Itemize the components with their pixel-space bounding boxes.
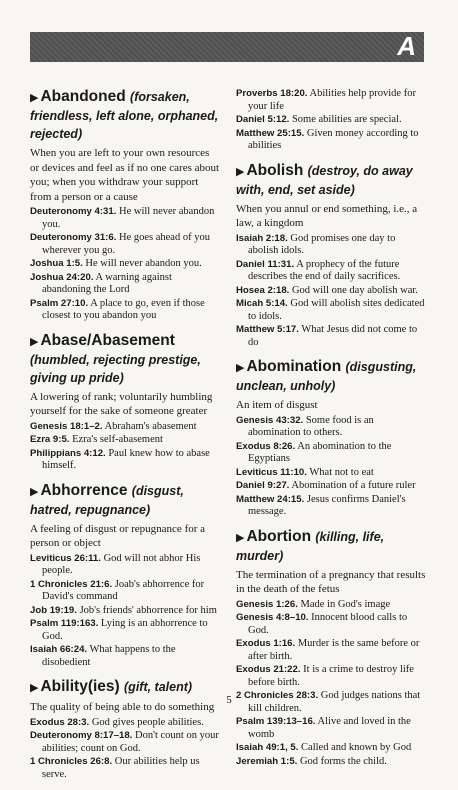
entry-synonyms: (gift, talent) [124, 680, 193, 694]
scripture-reference [236, 612, 426, 637]
reference-citation: Deuteronomy 8:17–18. [30, 730, 133, 741]
reference-citation: Philippians 4:12. [30, 447, 106, 459]
reference-text: Joab's abhorrence for David's command [42, 578, 205, 602]
entry-heading [236, 528, 426, 565]
reference-citation: Joshua 24:20. [30, 271, 94, 283]
entry-word: Abase/Abasement [40, 331, 175, 349]
reference-text: What not to eat [309, 466, 374, 478]
entry-word: Abhorrence [40, 481, 128, 499]
reference-text: He will never abandon you. [85, 258, 202, 269]
reference-citation: Isaiah 66:24. [30, 644, 88, 655]
scripture-reference [30, 434, 221, 447]
section-letter: A [397, 31, 416, 61]
entry-heading [30, 332, 221, 387]
triangle-bullet-icon: ▶ [30, 335, 39, 348]
entry-definition: When you annul or end something, i.e., a law, a kingdom [236, 202, 418, 229]
reference-citation: Micah 5:14. [236, 298, 288, 309]
scripture-reference [236, 233, 426, 258]
reference-citation: Daniel 5:12. [236, 114, 290, 125]
reference-citation: Leviticus 26:11. [30, 552, 101, 564]
scripture-reference [30, 730, 221, 755]
reference-text: An abomination to the Egyptians [248, 440, 392, 464]
reference-text: Abilities help provide for your life [248, 88, 416, 112]
reference-text: God promises one day to abolish idols. [248, 232, 396, 256]
reference-text: What happens to the disobedient [42, 644, 176, 668]
entry-synonyms: (disgusting, unclean, unholy) [236, 360, 417, 393]
entry-abase-abasement [30, 332, 221, 473]
reference-citation: Isaiah 2:18. [236, 232, 288, 244]
reference-text: God judges nations that kill children. [248, 690, 421, 714]
reference-text: God will abolish sites dedicated to idols. [248, 298, 425, 322]
entry-synonyms: (forsaken, friendless, left alone, orphaned, rejected) [30, 90, 219, 141]
reference-text: Paul knew how to abase himself. [42, 447, 210, 471]
reference-citation: Hosea 2:18. [236, 284, 290, 296]
reference-text: Called and known by God [301, 742, 412, 753]
scripture-reference [236, 88, 426, 113]
entry-definition: When you are left to your own resources or devices and feel as if no one cares about you; when you withdraw your support from a person or a cause [30, 147, 220, 203]
reference-citation: Deuteronomy 4:31. [30, 206, 117, 217]
scripture-reference [236, 114, 426, 127]
reference-text: God gives people abilities. [91, 716, 204, 728]
entry-heading [30, 88, 221, 143]
triangle-bullet-icon: ▶ [236, 165, 245, 178]
reference-text: Lying is an abhorrence to God. [42, 618, 208, 642]
reference-citation: Genesis 4:8–10. [236, 612, 309, 623]
reference-text: Alive and loved in the womb [248, 716, 411, 740]
reference-text: A place to go, even if those closest to you abandon you [42, 297, 205, 321]
reference-text: Abraham's abasement [104, 420, 197, 432]
scripture-reference [236, 128, 426, 153]
reference-citation: Jeremiah 1:5. [236, 755, 298, 767]
right-column [236, 88, 426, 777]
scripture-reference [30, 717, 221, 730]
entry-word: Abandoned [40, 88, 126, 105]
reference-text: Jesus confirms Daniel's message. [248, 493, 406, 517]
reference-citation: Leviticus 11:10. [236, 466, 307, 478]
reference-citation: Ezra 9:5. [30, 434, 70, 445]
entry-ability-continued [236, 88, 426, 153]
scripture-reference [30, 605, 221, 618]
triangle-bullet-icon: ▶ [30, 682, 39, 694]
entry-word: Abolish [246, 161, 304, 179]
scripture-reference [236, 467, 426, 480]
reference-citation: Matthew 5:17. [236, 324, 299, 335]
scripture-reference [236, 415, 426, 440]
reference-text: Job's friends' abhorrence for him [79, 604, 217, 616]
scripture-reference [30, 206, 221, 231]
left-column [30, 88, 221, 790]
reference-citation: 1 Chronicles 21:6. [30, 578, 113, 590]
reference-text: Don't count on your abilities; count on God. [42, 730, 219, 754]
triangle-bullet-icon: ▶ [236, 362, 245, 374]
scripture-reference [30, 298, 221, 323]
reference-text: Made in God's image [300, 598, 391, 610]
reference-citation: Daniel 9:27. [236, 480, 290, 491]
reference-citation: Psalm 139:13–16. [236, 716, 316, 727]
scripture-reference [236, 664, 426, 689]
entry-abortion [236, 528, 426, 769]
entry-abomination [236, 358, 426, 519]
entry-heading [236, 162, 426, 199]
reference-citation: Exodus 1:16. [236, 638, 296, 649]
scripture-reference [236, 742, 426, 755]
reference-citation: 1 Chronicles 26:8. [30, 756, 113, 767]
scripture-reference [30, 272, 221, 297]
scripture-reference [30, 553, 221, 578]
entry-synonyms: (humbled, rejecting prestige, giving up pride) [30, 352, 201, 385]
reference-text: Ezra's self-abasement [72, 434, 163, 445]
scripture-reference [236, 441, 426, 466]
reference-text: God forms the child. [299, 755, 387, 767]
scripture-reference [236, 494, 426, 519]
reference-citation: Psalm 119:163. [30, 618, 99, 629]
scripture-reference [236, 324, 426, 349]
scripture-reference [236, 259, 426, 284]
reference-text: Abomination of a future ruler [291, 480, 416, 491]
reference-text: Some abilities are special. [291, 114, 402, 125]
reference-citation: Genesis 43:32. [236, 414, 304, 426]
entry-word: Abomination [246, 358, 342, 375]
reference-text: A warning against abandoning the Lord [42, 271, 172, 295]
reference-text: Given money according to abilities [248, 127, 419, 151]
entry-synonyms: (disgust, hatred, repugnance) [30, 483, 184, 517]
triangle-bullet-icon: ▶ [236, 531, 245, 544]
entry-word: Abortion [246, 527, 312, 545]
section-header-bar [30, 32, 424, 62]
reference-text: God will one day abolish war. [291, 284, 418, 296]
scripture-reference [30, 258, 221, 271]
reference-text: Some food is an abomination to others. [248, 414, 374, 438]
reference-text: He goes ahead of you wherever you go. [42, 232, 210, 256]
scripture-reference [236, 638, 426, 663]
reference-text: Murder is the same before or after birth. [248, 638, 420, 662]
entry-definition: A feeling of disgust or repugnance for a person or object [30, 522, 206, 549]
scripture-reference [236, 480, 426, 493]
scripture-reference [236, 298, 426, 323]
scripture-reference [236, 756, 426, 769]
entry-abhorrence [30, 482, 221, 670]
triangle-bullet-icon: ▶ [30, 485, 39, 498]
triangle-bullet-icon: ▶ [30, 92, 39, 104]
reference-citation: Job 19:19. [30, 604, 77, 616]
scripture-reference [30, 756, 221, 781]
reference-citation: Proverbs 18:20. [236, 88, 308, 99]
reference-citation: Joshua 1:5. [30, 258, 83, 269]
reference-citation: Matthew 25:15. [236, 127, 305, 139]
reference-citation: Exodus 21:22. [236, 664, 301, 675]
reference-citation: Genesis 1:26. [236, 598, 298, 610]
reference-text: He will never abandon you. [42, 206, 215, 230]
reference-text: God will not abhor His people. [42, 552, 201, 576]
scripture-reference [30, 421, 221, 434]
entry-word: Ability(ies) [40, 678, 120, 695]
entry-definition: The termination of a pregnancy that results in the death of the fetus [236, 568, 426, 595]
reference-citation: Isaiah 49:1, 5. [236, 742, 299, 753]
page-number: 5 [226, 694, 232, 706]
reference-text: What Jesus did not come to do [248, 324, 418, 348]
scripture-reference [236, 285, 426, 298]
reference-text: A prophecy of the future describes the end of daily sacrifices. [248, 258, 401, 282]
scripture-reference [30, 618, 221, 643]
entry-synonyms: (destroy, do away with, end, set aside) [236, 163, 413, 197]
reference-text: Our abilities help us serve. [42, 756, 200, 780]
entry-heading [236, 358, 426, 395]
reference-citation: 2 Chronicles 28:3. [236, 690, 319, 701]
entry-heading [30, 482, 221, 519]
reference-text: It is a crime to destroy life before birth. [248, 664, 414, 688]
scripture-reference [30, 644, 221, 669]
entry-definition: The quality of being able to do something [30, 701, 215, 713]
entry-synonyms: (killing, life, murder) [236, 529, 385, 563]
scripture-reference [236, 599, 426, 612]
reference-citation: Exodus 28:3. [30, 716, 90, 728]
reference-citation: Matthew 24:15. [236, 493, 305, 505]
entry-abolish [236, 162, 426, 350]
entry-abandoned [30, 88, 221, 323]
reference-citation: Psalm 27:10. [30, 297, 89, 309]
reference-citation: Daniel 11:31. [236, 258, 295, 270]
reference-citation: Exodus 8:26. [236, 440, 296, 452]
reference-text: Innocent blood calls to God. [248, 612, 408, 636]
scripture-reference [30, 232, 221, 257]
scripture-reference [30, 579, 221, 604]
reference-citation: Genesis 18:1–2. [30, 420, 103, 432]
entry-definition: An item of disgust [236, 399, 318, 411]
entry-definition: A lowering of rank; voluntarily humbling yourself for the sake of someone greater [30, 390, 213, 417]
reference-citation: Deuteronomy 31:6. [30, 232, 117, 243]
scripture-reference [30, 448, 221, 473]
